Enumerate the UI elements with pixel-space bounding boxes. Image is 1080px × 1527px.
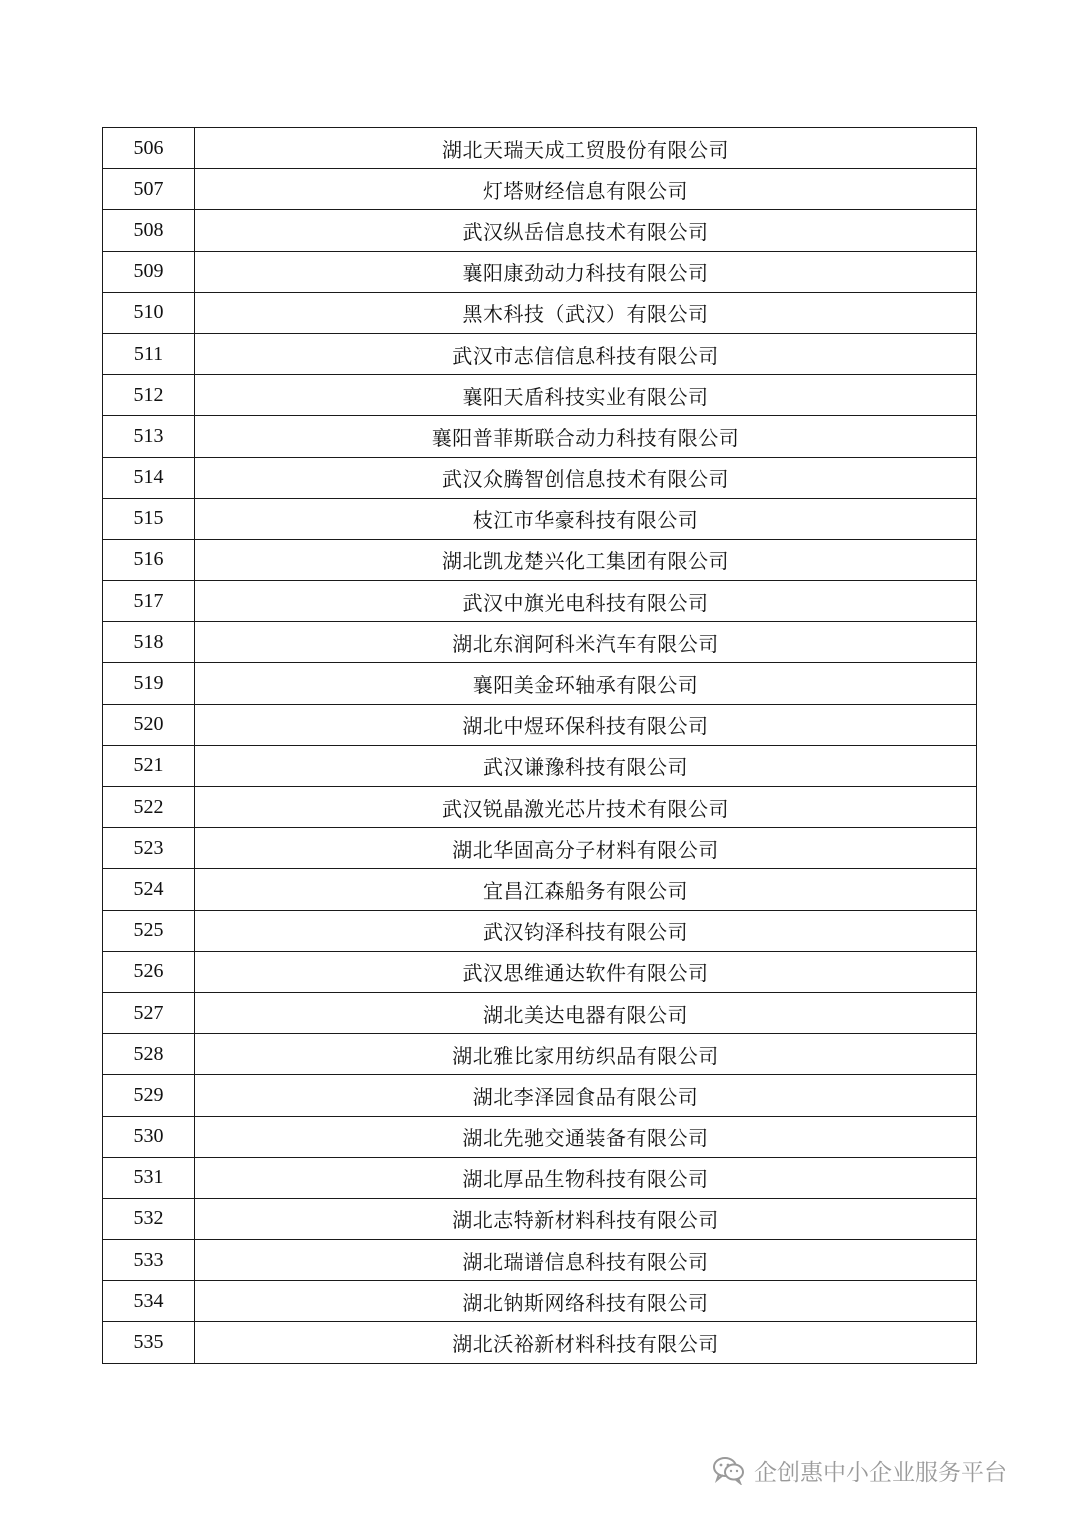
company-name: 武汉中旗光电科技有限公司 <box>195 581 977 622</box>
company-name: 湖北沃裕新材料科技有限公司 <box>195 1322 977 1363</box>
row-number: 524 <box>103 869 195 910</box>
row-number: 512 <box>103 375 195 416</box>
row-number: 534 <box>103 1281 195 1322</box>
table-row <box>103 869 977 910</box>
row-number: 521 <box>103 745 195 786</box>
company-name: 湖北东润阿科米汽车有限公司 <box>195 622 977 663</box>
row-number: 518 <box>103 622 195 663</box>
row-number: 507 <box>103 169 195 210</box>
row-number: 530 <box>103 1116 195 1157</box>
company-list-body <box>103 128 977 1364</box>
table-row <box>103 169 977 210</box>
company-name: 湖北李泽园食品有限公司 <box>195 1075 977 1116</box>
row-number: 529 <box>103 1075 195 1116</box>
table-row <box>103 787 977 828</box>
row-number: 535 <box>103 1322 195 1363</box>
table-row <box>103 539 977 580</box>
row-number: 527 <box>103 992 195 1033</box>
row-number: 509 <box>103 251 195 292</box>
table-row <box>103 1322 977 1363</box>
table-row <box>103 1075 977 1116</box>
table-row <box>103 745 977 786</box>
company-name: 湖北华固高分子材料有限公司 <box>195 828 977 869</box>
company-name: 武汉纵岳信息技术有限公司 <box>195 210 977 251</box>
table-row <box>103 457 977 498</box>
company-name: 襄阳美金环轴承有限公司 <box>195 663 977 704</box>
table-row <box>103 292 977 333</box>
row-number: 513 <box>103 416 195 457</box>
table-row <box>103 1157 977 1198</box>
company-name: 武汉众腾智创信息技术有限公司 <box>195 457 977 498</box>
wechat-icon <box>712 1455 746 1485</box>
company-name: 湖北瑞谱信息科技有限公司 <box>195 1240 977 1281</box>
row-number: 528 <box>103 1034 195 1075</box>
row-number: 526 <box>103 951 195 992</box>
table-row <box>103 663 977 704</box>
table-row <box>103 1116 977 1157</box>
table-row <box>103 1281 977 1322</box>
company-name: 襄阳普菲斯联合动力科技有限公司 <box>195 416 977 457</box>
company-name: 湖北厚品生物科技有限公司 <box>195 1157 977 1198</box>
table-row <box>103 1034 977 1075</box>
company-name: 湖北志特新材料科技有限公司 <box>195 1198 977 1239</box>
row-number: 522 <box>103 787 195 828</box>
table-row <box>103 128 977 169</box>
row-number: 519 <box>103 663 195 704</box>
table-row <box>103 1198 977 1239</box>
company-name: 武汉思维通达软件有限公司 <box>195 951 977 992</box>
table-row <box>103 416 977 457</box>
row-number: 516 <box>103 539 195 580</box>
company-name: 武汉锐晶激光芯片技术有限公司 <box>195 787 977 828</box>
table-row <box>103 251 977 292</box>
table-row <box>103 828 977 869</box>
row-number: 531 <box>103 1157 195 1198</box>
table-row <box>103 210 977 251</box>
company-list-table <box>102 127 977 1364</box>
company-name: 湖北凯龙楚兴化工集团有限公司 <box>195 539 977 580</box>
table-row <box>103 1240 977 1281</box>
company-name: 湖北雅比家用纺织品有限公司 <box>195 1034 977 1075</box>
company-name: 灯塔财经信息有限公司 <box>195 169 977 210</box>
row-number: 510 <box>103 292 195 333</box>
row-number: 533 <box>103 1240 195 1281</box>
row-number: 532 <box>103 1198 195 1239</box>
row-number: 506 <box>103 128 195 169</box>
table-row <box>103 704 977 745</box>
company-name: 湖北先驰交通装备有限公司 <box>195 1116 977 1157</box>
table-row <box>103 333 977 374</box>
row-number: 515 <box>103 498 195 539</box>
table-row <box>103 498 977 539</box>
row-number: 523 <box>103 828 195 869</box>
company-name: 湖北钠斯网络科技有限公司 <box>195 1281 977 1322</box>
row-number: 508 <box>103 210 195 251</box>
company-name: 武汉市志信信息科技有限公司 <box>195 333 977 374</box>
table-row <box>103 910 977 951</box>
company-name: 湖北中煜环保科技有限公司 <box>195 704 977 745</box>
company-name: 襄阳康劲动力科技有限公司 <box>195 251 977 292</box>
table-row <box>103 375 977 416</box>
row-number: 511 <box>103 333 195 374</box>
row-number: 517 <box>103 581 195 622</box>
company-name: 武汉谦豫科技有限公司 <box>195 745 977 786</box>
company-name: 襄阳天盾科技实业有限公司 <box>195 375 977 416</box>
company-name: 黑木科技（武汉）有限公司 <box>195 292 977 333</box>
company-name: 武汉钧泽科技有限公司 <box>195 910 977 951</box>
row-number: 514 <box>103 457 195 498</box>
company-name: 湖北天瑞天成工贸股份有限公司 <box>195 128 977 169</box>
watermark <box>712 1450 1007 1490</box>
table-row <box>103 622 977 663</box>
company-name: 宜昌江森船务有限公司 <box>195 869 977 910</box>
table-row <box>103 992 977 1033</box>
row-number: 525 <box>103 910 195 951</box>
row-number: 520 <box>103 704 195 745</box>
watermark-text: 企创惠中小企业服务平台 <box>754 1459 1007 1486</box>
table-row <box>103 951 977 992</box>
company-name: 湖北美达电器有限公司 <box>195 992 977 1033</box>
company-name: 枝江市华豪科技有限公司 <box>195 498 977 539</box>
table-row <box>103 581 977 622</box>
